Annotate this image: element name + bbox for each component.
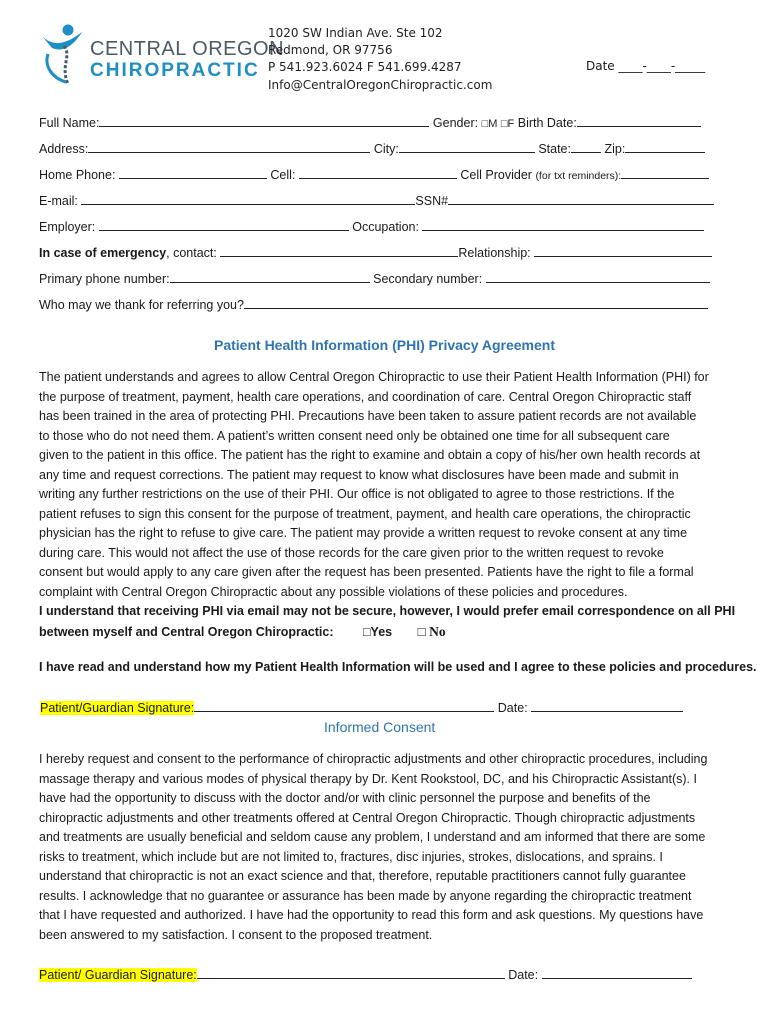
consent-line: risks to treatment, which include but are not limited to, fractures, disc injuries, strokes, dislocations, and sprains. I — [39, 849, 663, 864]
zip-label: Zip: — [604, 142, 626, 156]
phi-heading: Patient Health Information (PHI) Privacy Agreement — [214, 337, 555, 353]
state-field[interactable] — [571, 141, 601, 153]
consent-date-label: Date: — [508, 968, 539, 982]
city-field[interactable] — [399, 141, 535, 153]
row-email-ssn — [39, 193, 714, 208]
consent-signature-field[interactable] — [197, 967, 505, 979]
home-phone-field[interactable] — [119, 167, 267, 179]
consent-line: been answered to my satisfaction. I consent to the proposed treatment. — [39, 927, 433, 942]
phi-line: consent but would apply to any care given after the request has been presented. Patients have the right to file a formal — [39, 565, 694, 579]
row-emergency — [39, 245, 712, 260]
phi-line: writing any further restrictions on the use of their PHI. Our office is not obligated to agree to those restrictions. If the — [39, 487, 675, 501]
relationship-field[interactable] — [534, 245, 712, 257]
logo-text-chiropractic: CHIROPRACTIC — [90, 60, 260, 81]
address-line-1: 1020 SW Indian Ave. Ste 102 — [268, 26, 443, 40]
ssn-label: SSN# — [415, 194, 449, 208]
consent-line: have had the opportunity to discuss with the doctor and/or with clinic personnel the purpose and benefits of the — [39, 791, 651, 805]
occupation-field[interactable] — [422, 219, 704, 231]
employer-label: Employer: — [39, 220, 96, 234]
consent-line: massage therapy and various modes of physical therapy by Dr. Kent Rookstool, DC, and his Chiropractic Assistant(s). I — [39, 771, 697, 786]
phi-line: the purpose of treatment, payment, health care operations, and coordination of care. Central Oregon Chiropractic staff — [39, 389, 692, 404]
consent-signature-row — [39, 967, 692, 982]
secondary-number-label: Secondary number: — [373, 272, 483, 286]
consent-signature-label: Patient/ Guardian Signature: — [39, 968, 197, 982]
row-address — [39, 141, 705, 156]
city-label: City: — [373, 142, 399, 156]
employer-field[interactable] — [99, 219, 349, 231]
row-emergency-phones — [39, 271, 710, 286]
consent-line: understand that chiropractic is not an exact science and that, therefore, reputable practitioners cannot fully guarantee — [39, 869, 686, 883]
phi-line: any time and request corrections. The patient may request to know what disclosures have been made and submit in — [39, 467, 679, 482]
email-label: E-mail: — [39, 194, 78, 208]
phi-date-field[interactable] — [531, 700, 683, 712]
consent-line: results. I acknowledge that no guarantee or assurance has been made by anyone regarding the chiropractic treatment — [39, 888, 692, 903]
emergency-contact-field[interactable] — [220, 245, 458, 257]
consent-date-field[interactable] — [542, 967, 692, 979]
phi-agreement-statement: I have read and understand how my Patient Health Information will be used and I agree to these policies and procedures. — [39, 660, 757, 674]
address-field[interactable] — [88, 141, 370, 153]
header-date-field[interactable]: Date ____-____-_____ — [586, 59, 706, 73]
gender-m-checkbox[interactable]: □M — [481, 118, 498, 130]
row-name-gender-birth — [39, 115, 701, 130]
emergency-contact-label: , contact: — [166, 246, 217, 260]
consent-heading: Informed Consent — [324, 719, 436, 735]
phi-line: complaint with Central Oregon Chiropractic about any possible violations of these policies and procedures. — [39, 584, 628, 599]
cell-field[interactable] — [299, 167, 457, 179]
emergency-label: In case of emergency — [39, 246, 167, 260]
phi-line: physician has the right to refuse to give care. The patient may provide a written request to revoke consent at any time — [39, 526, 688, 540]
address-label: Address: — [39, 142, 89, 156]
email-no-checkbox[interactable]: □ No — [417, 623, 446, 639]
cell-provider-note: (for txt reminders): — [535, 170, 622, 182]
zip-field[interactable] — [625, 141, 705, 153]
phi-date-label: Date: — [497, 701, 528, 715]
phi-paragraph — [39, 368, 739, 642]
consent-line: chiropractic adjustments and other treatments offered at Central Oregon Chiropractic. Though chiropractic adjustments — [39, 810, 696, 825]
consent-line: and treatments are usually beneficial and seldom cause any problem, I understand and am informed that there are some — [39, 830, 706, 844]
referral-label: Who may we thank for referring you? — [39, 298, 244, 312]
state-label: State: — [538, 142, 571, 156]
cell-provider-label: Cell Provider — [460, 168, 532, 182]
address-line-2: Redmond, OR 97756 — [268, 43, 393, 57]
consent-line: I hereby request and consent to the performance of chiropractic adjustments and other chiropractic procedures, including — [39, 752, 708, 766]
phi-signature-field[interactable] — [194, 700, 494, 712]
referral-field[interactable] — [244, 297, 708, 309]
logo-text-central-oregon: CENTRAL OREGON — [90, 38, 285, 60]
birth-date-field[interactable] — [577, 115, 701, 127]
gender-label: Gender: — [432, 116, 479, 130]
home-phone-label: Home Phone: — [39, 168, 116, 182]
consent-paragraph — [39, 750, 739, 945]
phi-line: patient refuses to sign this consent for the purpose of treatment, payment, and health care operations, the chiropractic — [39, 506, 691, 521]
birth-date-label: Birth Date: — [517, 116, 577, 130]
phi-line: during care. This would not affect the use of those records for the care given prior to the written request to revoke — [39, 545, 664, 560]
phone-fax: P 541.923.6024 F 541.699.4287 — [268, 60, 462, 74]
phi-line: has been trained in the area of protecting PHI. Precautions have been taken to assure patient records are not available — [39, 409, 697, 423]
row-employer — [39, 219, 704, 234]
phi-signature-label: Patient/Guardian Signature: — [40, 701, 195, 715]
row-phones — [39, 167, 709, 182]
phi-line: The patient understands and agrees to allow Central Oregon Chiropractic to use their Patient Health Information (PHI) for — [39, 370, 709, 384]
full-name-field[interactable] — [99, 115, 429, 127]
relationship-label: Relationship: — [458, 246, 531, 260]
occupation-label: Occupation: — [352, 220, 419, 234]
email-field[interactable] — [81, 193, 415, 205]
full-name-label: Full Name: — [39, 116, 100, 130]
phi-line: to those who do not need them. A patient’s written consent need only be obtained one time for all subsequent care — [39, 428, 670, 443]
phi-line: given to the patient in this office. The patient has the right to examine and obtain a copy of his/her own health records at — [39, 448, 701, 462]
ssn-field[interactable] — [448, 193, 714, 205]
primary-phone-label: Primary phone number: — [39, 272, 170, 286]
gender-f-checkbox[interactable]: □F — [500, 118, 515, 130]
email-yes-checkbox[interactable]: □Yes — [363, 624, 393, 639]
secondary-number-field[interactable] — [486, 271, 710, 283]
cell-label: Cell: — [270, 168, 296, 182]
primary-phone-field[interactable] — [170, 271, 370, 283]
email-preference-line-2 — [39, 622, 739, 643]
phi-signature-row — [40, 700, 683, 715]
row-referral — [39, 297, 708, 312]
consent-line: that I have requested and authorized. I have had the opportunity to read this form and ask questions. My questions have — [39, 908, 704, 922]
email-preference-line-1: I understand that receiving PHI via email may not be secure, however, I would prefer email correspondence on all PHI — [39, 604, 736, 618]
email-preference-text: between myself and Central Oregon Chiropractic: — [39, 624, 334, 639]
cell-provider-field[interactable] — [621, 167, 709, 179]
clinic-email: Info@CentralOregonChiropractic.com — [268, 78, 493, 92]
